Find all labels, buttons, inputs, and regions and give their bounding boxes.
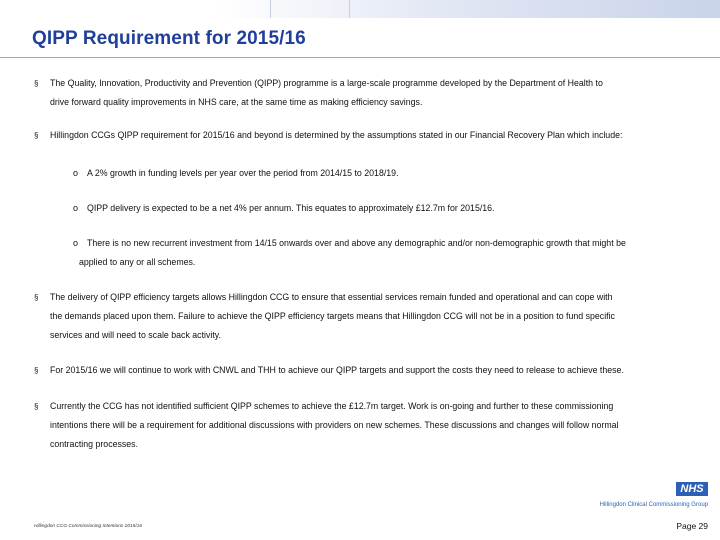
sub-bullet-marker: o <box>73 238 79 248</box>
sub-bullet-item <box>0 234 720 274</box>
bullet-marker: § <box>34 79 39 88</box>
bullet-text-continued: contracting processes. <box>50 439 139 449</box>
organisation-name: Hillingdon Clinical Commissioning Group <box>599 502 708 508</box>
page-title: QIPP Requirement for 2015/16 <box>32 28 306 49</box>
bullet-text: Hillingdon CCGs QIPP requirement for 2015/16 and beyond is determined by the assumptions stated in our Financial Recovery Plan which include: <box>50 130 623 140</box>
bullet-text-continued: drive forward quality improvements in NHS care, at the same time as making efficiency savings. <box>50 97 423 107</box>
bullet-text: The delivery of QIPP efficiency targets allows Hillingdon CCG to ensure that essential services remain funded and operational and can cope with <box>50 292 613 302</box>
bullet-marker: § <box>34 402 39 411</box>
bullet-text: The Quality, Innovation, Productivity and Prevention (QIPP) programme is a large-scale programme developed by the Department of Health to <box>50 78 603 88</box>
bullet-item <box>0 361 720 381</box>
bullet-item <box>0 126 720 146</box>
bullet-item <box>0 74 720 114</box>
bullet-marker: § <box>34 366 39 375</box>
bullet-marker: § <box>34 293 39 302</box>
bullet-text-continued: the demands placed upon them. Failure to achieve the QIPP efficiency targets means that Hillingdon CCG will not be in a position to fund specific <box>50 311 615 321</box>
bullet-marker: § <box>34 131 39 140</box>
sub-bullet-item <box>0 199 720 219</box>
sub-bullet-text: A 2% growth in funding levels per year over the period from 2014/15 to 2018/19. <box>87 168 399 178</box>
bullet-item <box>0 288 720 348</box>
sub-bullet-marker: o <box>73 168 79 178</box>
page-number: Page 29 <box>676 521 708 531</box>
sub-bullet-marker: o <box>73 203 79 213</box>
footer-document-title: Hillingdon CCG Commissioning Intentions 2015/16 <box>34 524 142 529</box>
nhs-logo: NHS <box>676 482 708 496</box>
bullet-item <box>0 397 720 457</box>
sub-bullet-item <box>0 164 720 184</box>
sub-bullet-text: QIPP delivery is expected to be a net 4% per annum. This equates to approximately £12.7m for 2015/16. <box>87 203 495 213</box>
sub-bullet-text: There is no new recurrent investment from 14/15 onwards over and above any demographic and/or non-demographic growth that might be <box>87 238 626 248</box>
bullet-text-continued: intentions there will be a requirement for additional discussions with providers on new schemes. These discussions and changes will follow normal <box>50 420 619 430</box>
bullet-text: Currently the CCG has not identified sufficient QIPP schemes to achieve the £12.7m target. Work is on-going and further to these commissioning <box>50 401 614 411</box>
sub-bullet-text-continued: applied to any or all schemes. <box>79 257 196 267</box>
bullet-text: For 2015/16 we will continue to work with CNWL and THH to achieve our QIPP targets and support the costs they need to release to achieve these. <box>50 365 624 375</box>
bullet-text-continued: services and will need to scale back activity. <box>50 330 221 340</box>
